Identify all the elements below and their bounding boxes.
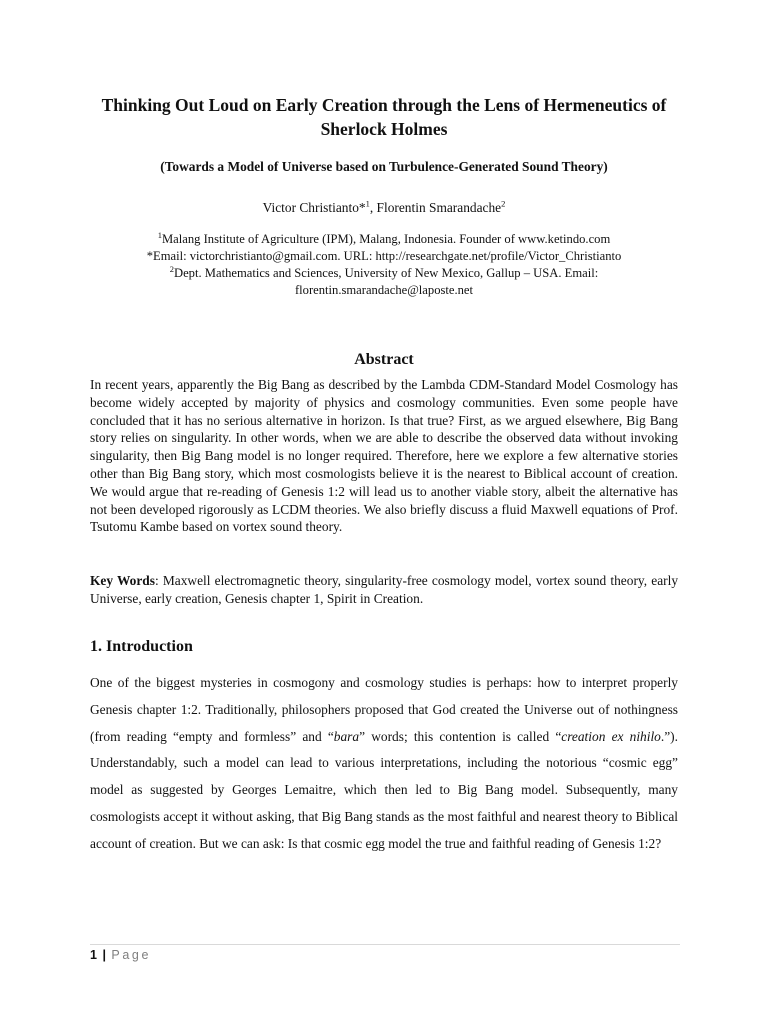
author-2-superscript: 2 [501, 198, 506, 209]
intro-italic-creation-ex-nihilo: creation ex nihilo [561, 728, 661, 744]
keywords-text: : Maxwell electromagnetic theory, singularity-free cosmology model, vortex sound theory, early Universe, early creation, Genesis chapter 1, Spirit in Creation. [90, 573, 679, 606]
affiliation-3-superscript: 2 [169, 263, 174, 274]
abstract-heading: Abstract [354, 351, 414, 368]
author-2: Florentin Smarandache [376, 200, 502, 215]
affiliations [90, 231, 678, 299]
keywords-label: Key Words [90, 573, 155, 588]
paper-subtitle: (Towards a Model of Universe based on Turbulence-Generated Sound Theory) [160, 159, 608, 174]
affiliation-1-text: Malang Institute of Agriculture (IPM), Malang, Indonesia. Founder of www.ketindo.com [161, 232, 611, 246]
affiliation-1-superscript: 1 [157, 229, 162, 240]
author-1-superscript: 1 [365, 198, 370, 209]
intro-text-3: .”). Understandably, such a model can lead to various interpretations, including the notorious “cosmic egg” model as suggested by Georges Lemaitre, which then led to Big Bang model. Subsequently, many cosmologists accept it without asking, that Big Bang stands as the most faithful and nearest theory to Biblical account of creation. But we can ask: Is that cosmic egg model the true and faithful reading of Genesis 1:2? [90, 728, 678, 851]
affiliation-line-2: *Email: victorchristianto@gmail.com. URL: http://researchgate.net/profile/Victor_Christianto [146, 249, 622, 263]
author-separator: , [369, 200, 377, 215]
author-1: Victor Christianto* [262, 200, 366, 215]
author-line [90, 199, 678, 217]
affiliation-line-1 [90, 231, 678, 248]
affiliation-3-text: Dept. Mathematics and Sciences, University of New Mexico, Gallup – USA. Email: [174, 266, 599, 280]
intro-text-2: ” words; this contention is called “ [359, 728, 562, 744]
paper-title: Thinking Out Loud on Early Creation through the Lens of Hermeneutics of Sherlock Holmes [101, 95, 667, 139]
introduction-heading: 1. Introduction [90, 638, 193, 655]
page-label: Page [111, 948, 152, 962]
affiliation-line-4: florentin.smarandache@laposte.net [294, 283, 474, 297]
page-footer [90, 947, 151, 963]
intro-text-1: One of the biggest mysteries in cosmogony and cosmology studies is perhaps: how to interpret properly Genesis chapter 1:2. Traditionally, philosophers proposed that God created the Universe out of nothingness (from reading “empty and formless” and “ [90, 675, 678, 744]
page-number: 1 [90, 948, 97, 962]
keywords-paragraph [90, 572, 678, 608]
affiliation-line-3 [90, 265, 678, 282]
intro-italic-bara: bara [333, 728, 360, 744]
introduction-paragraph [90, 670, 678, 858]
page-separator: | [102, 948, 106, 962]
abstract-body: In recent years, apparently the Big Bang as described by the Lambda CDM-Standard Model Cosmology has become widely accepted by majority of physics and cosmology communities. Even some people have concluded that it has no serious alternative in horizon. Is that true? First, as we argued elsewhere, Big Bang story relies on singularity. In other words, when we are able to describe the observed data without invoking singularity, then Big Bang model is no longer required. Therefore, here we explore a few alternative stories other than Big Bang story, which most cosmologists believe it is the nearest to Biblical account of creation. We would argue that re-reading of Genesis 1:2 will lead us to another viable story, albeit the alternative has not been developed rigorously as LCDM theories. We also briefly discuss a fluid Maxwell equations of Prof. Tsutomu Kambe based on vortex sound theory. [90, 377, 678, 535]
footer-divider [90, 944, 680, 945]
